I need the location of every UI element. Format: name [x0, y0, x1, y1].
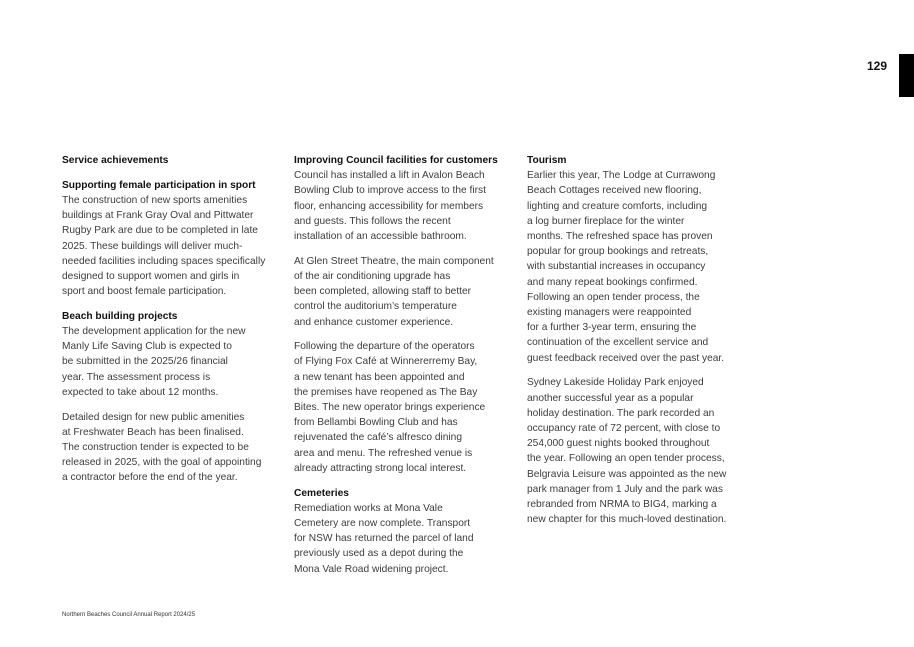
text-line: The development application for the new: [62, 326, 246, 338]
text-line: be submitted in the 2025/26 financial: [62, 356, 228, 368]
text-line: been completed, allowing staff to better: [294, 286, 472, 298]
block-heading: Beach building projects: [62, 310, 178, 322]
text-line: Sydney Lakeside Holiday Park enjoyed: [527, 377, 704, 389]
block-freshwater: [62, 410, 284, 486]
text-line: from Bellambi Bowling Club and has: [294, 417, 458, 429]
text-line: Bites. The new operator brings experience: [294, 402, 486, 414]
page-number: 129: [866, 59, 887, 73]
text-line: Following the departure of the operators: [294, 341, 475, 353]
text-line: months. The refreshed space has proven: [527, 231, 713, 243]
text-line: of the air conditioning upgrade has: [294, 270, 451, 282]
text-line: and guests. This follows the recent: [294, 215, 451, 227]
text-line: Belgravia Leisure was appointed as the new: [527, 468, 727, 480]
text-line: needed facilities including spaces specifically: [62, 255, 266, 267]
text-line: a contractor before the end of the year.: [62, 472, 238, 484]
column-3: [527, 153, 749, 527]
text-line: Remediation works at Mona Vale: [294, 502, 443, 514]
text-line: released in 2025, with the goal of appointing: [62, 457, 262, 469]
block-female-participation: [62, 178, 284, 300]
text-line: At Glen Street Theatre, the main component: [294, 255, 494, 267]
block-flying-fox-cafe: [294, 339, 516, 476]
text-line: occupancy rate of 72 percent, with close to: [527, 422, 721, 434]
text-line: park manager from 1 July and the park was: [527, 483, 723, 495]
text-line: year. The assessment process is: [62, 371, 211, 383]
text-line: popular for group bookings and retreats,: [527, 246, 709, 258]
text-line: 2025. These buildings will deliver much-: [62, 240, 243, 252]
text-line: rebranded from NRMA to BIG4, marking a: [527, 498, 717, 510]
text-line: and many repeat bookings confirmed.: [527, 276, 698, 288]
block-sydney-lakeside: [527, 375, 749, 527]
text-line: lighting and creature comforts, including: [527, 200, 708, 212]
text-line: for NSW has returned the parcel of land: [294, 533, 474, 545]
block-heading: Supporting female participation in sport: [62, 179, 256, 191]
text-line: sport and boost female participation.: [62, 286, 227, 298]
text-line: Rugby Park are due to be completed in late: [62, 225, 258, 237]
text-line: the premises have reopened as The Bay: [294, 386, 478, 398]
text-line: Council has installed a lift in Avalon Beach: [294, 170, 485, 182]
text-line: the year. Following an open tender process,: [527, 453, 725, 465]
text-line: installation of an accessible bathroom.: [294, 231, 467, 243]
block-beach-building: [62, 309, 284, 400]
text-line: 254,000 guest nights booked throughout: [527, 438, 710, 450]
text-line: for a further 3-year term, ensuring the: [527, 322, 697, 334]
text-line: Detailed design for new public amenities: [62, 411, 245, 423]
block-heading: Tourism: [527, 155, 567, 166]
block-tourism: [527, 153, 749, 366]
text-line: expected to take about 12 months.: [62, 386, 219, 398]
text-line: with substantial increases in occupancy: [527, 261, 706, 273]
section-title: Service achievements: [62, 155, 169, 166]
text-line: continuation of the excellent service and: [527, 337, 709, 349]
text-line: existing managers were reappointed: [527, 307, 692, 319]
text-line: floor, enhancing accessibility for members: [294, 200, 484, 212]
text-line: The construction tender is expected to be: [62, 441, 249, 453]
text-line: Following an open tender process, the: [527, 291, 700, 303]
text-line: Earlier this year, The Lodge at Currawong: [527, 170, 716, 182]
text-line: rejuvenated the café’s alfresco dining: [294, 432, 463, 444]
text-line: another successful year as a popular: [527, 392, 694, 404]
page-edge-tab: [899, 54, 914, 97]
text-line: at Freshwater Beach has been finalised.: [62, 426, 244, 438]
page-footer: Northern Beaches Council Annual Report 2024/25: [62, 612, 196, 618]
text-line: already attracting strong local interest.: [294, 462, 467, 474]
text-line: a new tenant has been appointed and: [294, 371, 465, 383]
text-line: holiday destination. The park recorded an: [527, 407, 715, 419]
text-line: guest feedback received over the past year.: [527, 352, 725, 364]
column-1: [62, 153, 284, 486]
block-glen-street-theatre: [294, 254, 516, 330]
text-line: area and menu. The refreshed venue is: [294, 447, 473, 459]
text-line: of Flying Fox Café at Winnererremy Bay,: [294, 356, 478, 368]
column-2: [294, 153, 516, 577]
text-line: buildings at Frank Gray Oval and Pittwater: [62, 210, 254, 222]
block-heading: Cemeteries: [294, 487, 349, 499]
text-line: Cemetery are now complete. Transport: [294, 517, 471, 529]
text-line: and enhance customer experience.: [294, 316, 454, 328]
block-council-facilities: [294, 153, 516, 244]
text-line: control the auditorium’s temperature: [294, 301, 457, 313]
text-line: Manly Life Saving Club is expected to: [62, 341, 232, 353]
block-cemeteries: [294, 486, 516, 577]
text-line: Beach Cottages received new flooring,: [527, 185, 702, 197]
text-line: new chapter for this much-loved destination.: [527, 514, 727, 526]
text-line: a log burner fireplace for the winter: [527, 215, 685, 227]
text-line: Mona Vale Road widening project.: [294, 563, 449, 575]
text-line: The construction of new sports amenities: [62, 194, 248, 206]
text-line: Bowling Club to improve access to the first: [294, 185, 486, 197]
block-heading: Improving Council facilities for customers: [294, 155, 498, 166]
text-line: previously used as a depot during the: [294, 548, 464, 560]
text-line: designed to support women and girls in: [62, 270, 240, 282]
